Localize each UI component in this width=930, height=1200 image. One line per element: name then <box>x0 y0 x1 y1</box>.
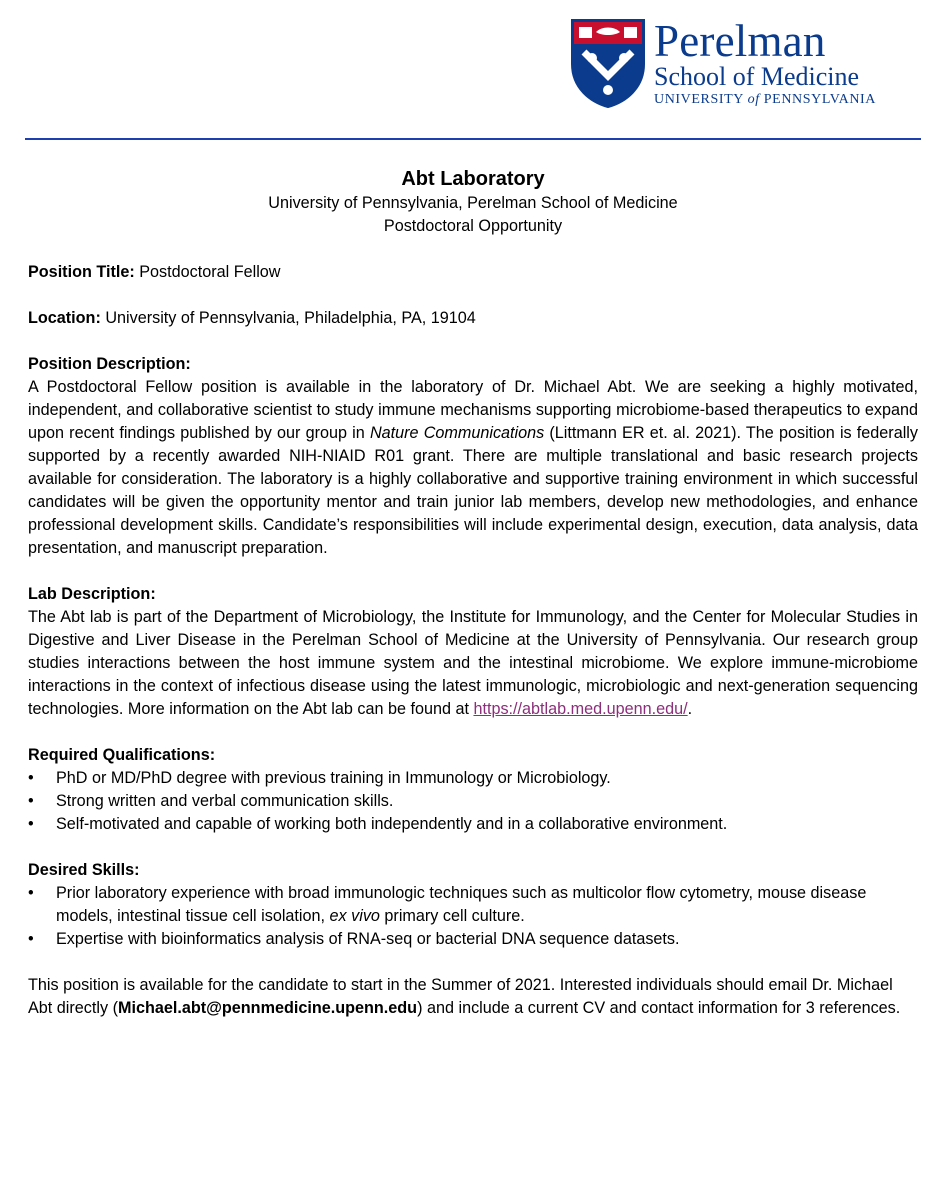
bullet-icon: • <box>28 884 34 902</box>
position-title: Position Title: Postdoctoral Fellow <box>28 263 281 281</box>
job-posting <box>28 166 918 1020</box>
bullet-icon: • <box>28 769 34 787</box>
contact-email: Michael.abt@pennmedicine.upenn.edu <box>117 999 418 1017</box>
lab-description-heading: Lab Description: <box>28 585 156 603</box>
logo-wordmark <box>654 18 876 109</box>
penn-shield-icon <box>570 18 646 108</box>
logo-university: UNIVERSITY of PENNSYLVANIA <box>654 92 877 107</box>
list-item: • Expertise with bioinformatics analysis of RNA-seq or bacterial DNA sequence datasets. <box>28 928 918 951</box>
bullet-icon: • <box>28 815 34 833</box>
list-item: • PhD or MD/PhD degree with previous training in Immunology or Microbiology. <box>28 767 918 790</box>
list-item: • Strong written and verbal communication skills. <box>28 790 918 813</box>
list-item: • Self-motivated and capable of working both independently and in a collaborative environment. <box>28 813 918 836</box>
list-item: • Prior laboratory experience with broad immunologic techniques such as multicolor flow cytometry, mouse disease models, intestinal tissue cell isolation, ex vivo primary cell culture. <box>28 884 867 925</box>
closing-text: This position is available for the candidate to start in the Summer of 2021. Interested individuals should email Dr. Michael Abt directly (Michael.abt@pennmedicine.upenn.edu) and include a current CV and contact information for 3 references. <box>28 976 901 1017</box>
desired-skills-list <box>28 882 918 951</box>
subtitle-opportunity: Postdoctoral Opportunity <box>383 217 563 235</box>
required-qualifications-heading: Required Qualifications: <box>28 746 216 764</box>
logo-name: Perelman <box>654 16 826 66</box>
lab-website-link[interactable]: https://abtlab.med.upenn.edu/ <box>473 700 688 718</box>
desired-skills-heading: Desired Skills: <box>28 861 140 879</box>
bullet-icon: • <box>28 792 34 810</box>
position-description-text: A Postdoctoral Fellow position is available in the laboratory of Dr. Michael Abt. We are seeking a highly motivated, independent, and collaborative scientist to study immune mechanisms supporting microbiome-based therapeutics to expand upon recent findings published by our group in Nature Communications (Littmann ER et. al. 2021). The position is federally supported by a recently awarded NIH-NIAID R01 grant. There are multiple translational and basic research projects available for consideration. The laboratory is a highly collaborative and supportive training environment in which successful candidates will be given the opportunity mentor and train junior lab members, develop new methodologies, and enhance professional development skills. Candidate’s responsibilities will include experimental design, execution, data analysis, data presentation, and manuscript preparation. <box>28 378 918 557</box>
lab-description-text: The Abt lab is part of the Department of Microbiology, the Institute for Immunology, and the Center for Molecular Studies in Digestive and Liver Disease in the Perelman School of Medicine at the University of Pennsylvania. Our research group studies interactions between the host immune system and the intestinal microbiome. We explore immune-microbiome interactions in the context of infectious disease using the latest immunologic, microbiologic and next-generation sequencing technologies. More information on the Abt lab can be found at https://abtlab.med.upenn.edu/. <box>28 608 918 718</box>
header-divider <box>25 138 921 140</box>
subtitle-institution: University of Pennsylvania, Perelman School of Medicine <box>268 194 678 212</box>
perelman-logo <box>570 18 890 118</box>
required-qualifications-list <box>28 767 918 836</box>
logo-school: School of Medicine <box>654 62 860 91</box>
bullet-icon: • <box>28 930 34 948</box>
position-description-heading: Position Description: <box>28 355 191 373</box>
location: Location: University of Pennsylvania, Philadelphia, PA, 19104 <box>28 309 476 327</box>
page-title: Abt Laboratory <box>401 168 545 190</box>
